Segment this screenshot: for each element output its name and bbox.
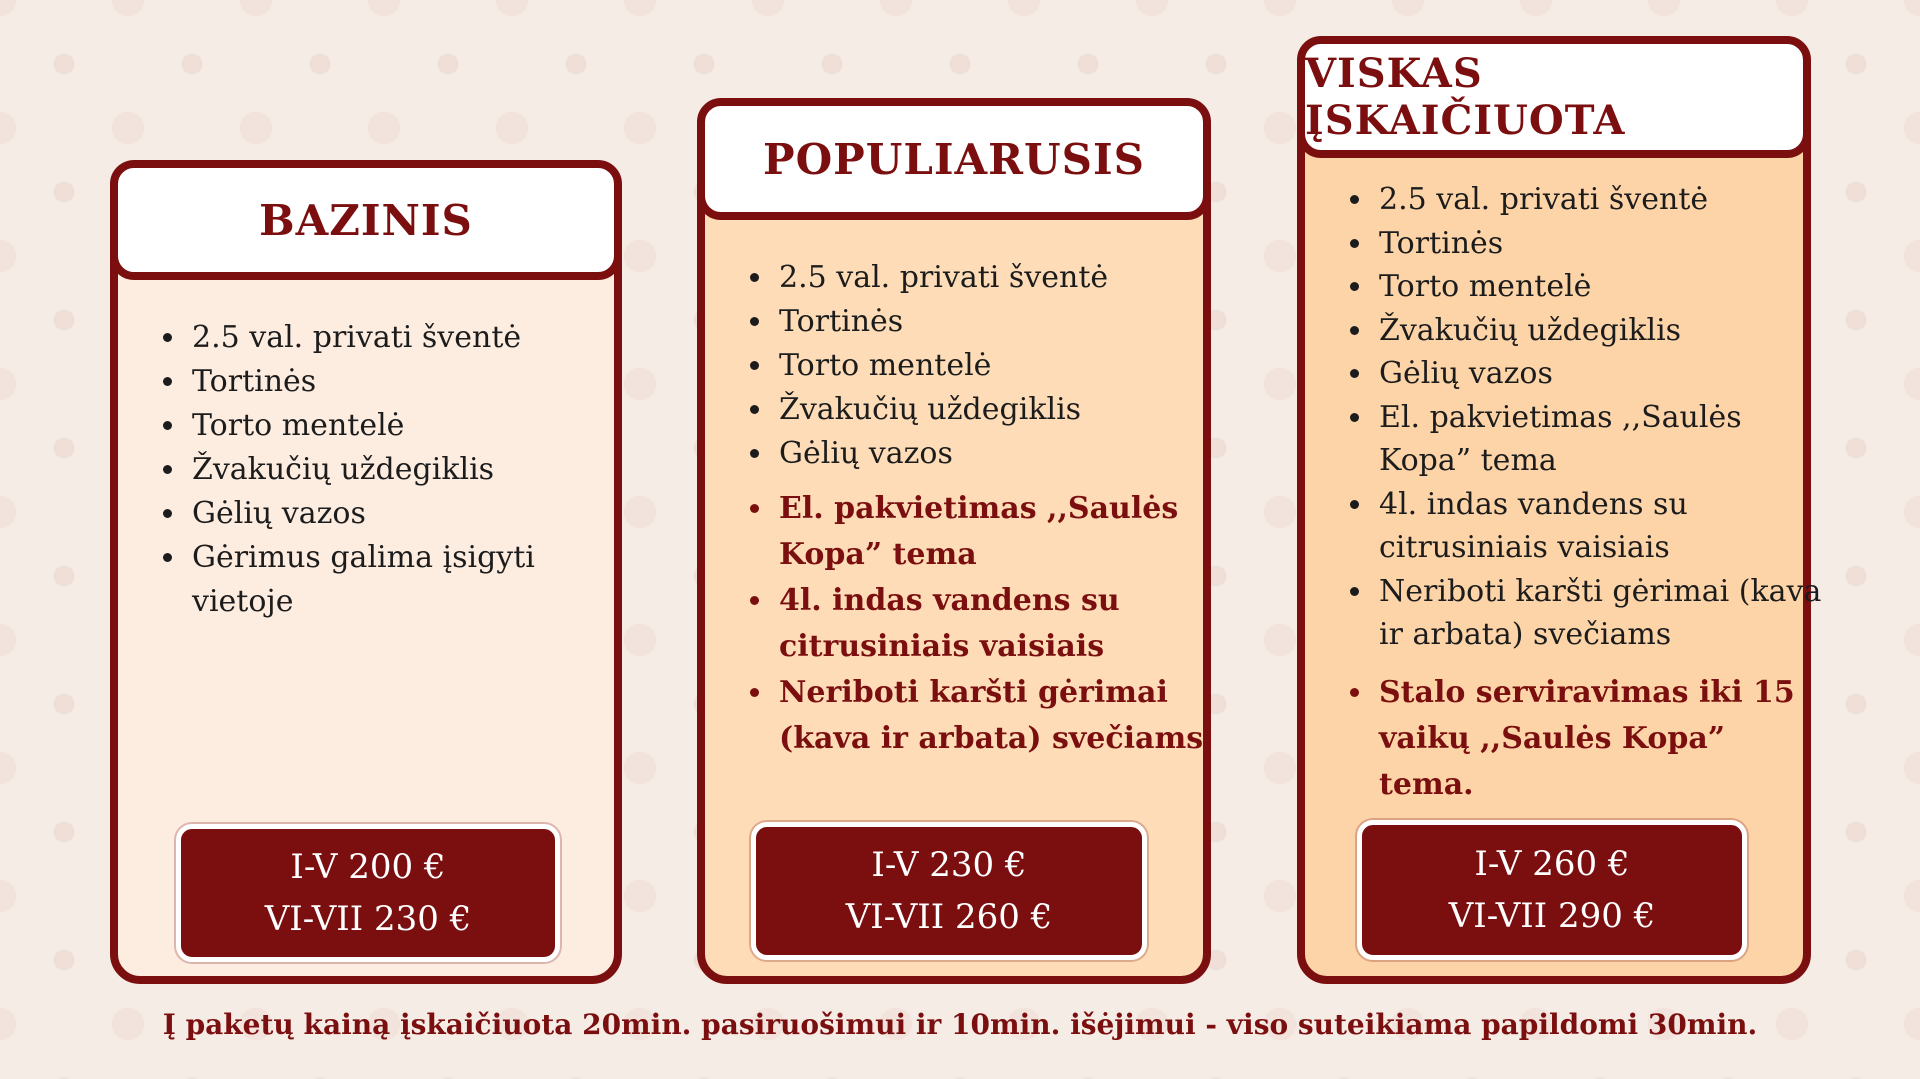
list-item: • Žvakučių uždegiklis — [188, 448, 608, 492]
list-item: • Gėlių vazos — [188, 492, 608, 536]
price-weekend: VI-VII 260 € — [845, 897, 1053, 937]
package-card-all-inclusive — [1297, 36, 1822, 984]
list-item: • Neriboti karšti gėrimai (kava ir arbata) svečiams — [1375, 570, 1825, 657]
list-item: • El. pakvietimas ,,Saulės Kopa” tema — [775, 486, 1225, 578]
footer-note: Į paketų kainą įskaičiuota 20min. pasiruošimui ir 10min. išėjimui - viso suteikiama papildomi 30min. — [162, 1008, 1758, 1041]
package-title-popular: POPULIARUSIS — [697, 98, 1211, 220]
list-item: • Torto mentelė — [188, 404, 608, 448]
price-box-all-inclusive — [1357, 820, 1747, 960]
list-item: • Gėrimus galima įsigyti vietoje — [188, 536, 608, 624]
list-item: • 4l. indas vandens su citrusiniais vaisiais — [1375, 483, 1825, 570]
feature-list-popular — [739, 256, 1225, 476]
list-item: • Neriboti karšti gėrimai (kava ir arbata) svečiams — [775, 670, 1225, 762]
price-box-basic — [176, 824, 560, 962]
list-item: • Žvakučių uždegiklis — [775, 388, 1225, 432]
list-item: • 2.5 val. privati šventė — [1375, 178, 1825, 222]
list-item: • Tortinės — [1375, 222, 1825, 266]
feature-list-all-inclusive — [1339, 178, 1825, 657]
package-card-popular — [697, 98, 1211, 984]
list-item: • Žvakučių uždegiklis — [1375, 309, 1825, 353]
list-item: • 4l. indas vandens su citrusiniais vaisiais — [775, 578, 1225, 670]
package-card-basic — [110, 160, 622, 984]
highlight-list-all-inclusive — [1339, 670, 1825, 808]
list-item: • 2.5 val. privati šventė — [188, 316, 608, 360]
price-box-popular — [751, 822, 1147, 960]
list-item: • Torto mentelė — [1375, 265, 1825, 309]
list-item: • Gėlių vazos — [775, 432, 1225, 476]
price-weekday: I-V 260 € — [1474, 844, 1630, 884]
package-title-all-inclusive: VISKAS ĮSKAIČIUOTA — [1297, 36, 1811, 158]
package-title-basic: BAZINIS — [110, 160, 622, 280]
list-item: • El. pakvietimas ,,Saulės Kopa” tema — [1375, 396, 1825, 483]
highlight-list-popular — [739, 486, 1225, 762]
feature-list-basic — [152, 316, 608, 624]
price-weekday: I-V 230 € — [871, 845, 1027, 885]
list-item: • Gėlių vazos — [1375, 352, 1825, 396]
price-weekend: VI-VII 230 € — [264, 899, 472, 939]
price-weekday: I-V 200 € — [290, 847, 446, 887]
price-weekend: VI-VII 290 € — [1448, 896, 1656, 936]
list-item: • Tortinės — [188, 360, 608, 404]
list-item: • Stalo serviravimas iki 15 vaikų ,,Saulės Kopa” tema. — [1375, 670, 1825, 808]
list-item: • Tortinės — [775, 300, 1225, 344]
list-item: • 2.5 val. privati šventė — [775, 256, 1225, 300]
list-item: • Torto mentelė — [775, 344, 1225, 388]
